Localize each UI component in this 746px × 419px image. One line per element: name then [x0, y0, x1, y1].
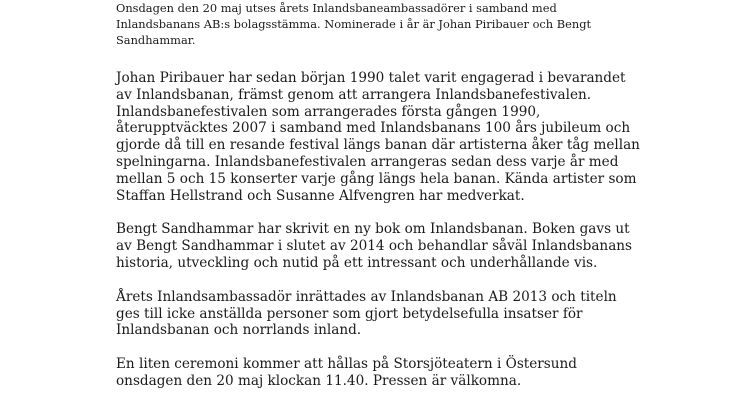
paragraph-ceremony: En liten ceremoni kommer att hållas på Storsjöteatern i Östersund onsdagen den 20 maj klockan 11.40. Pressen är välkomna. — [116, 356, 577, 389]
paragraph-piribauer: Johan Piribauer har sedan början 1990 talet varit engagerad i bevarandet av Inlandsbanan, främst genom att arrangera Inlandsbanefestivalen. Inlandsbanefestivalen som arrangerades första gången 1990, återupptväcktes 2007 i samband med Inlandsbanans 100 års jubileum och gjorde då till en resande festival längs banan där artisterna åker tåg mellan spelningarna. Inlandsbanefestivalen arrangeras sedan dess varje år med mellan 5 och 15 konserter varje gång längs hela banan. Kända artister som Staffan Hellstrand och Susanne Alfvengren har medverkat. — [116, 70, 640, 204]
paragraph-sandhammar: Bengt Sandhammar har skrivit en ny bok om Inlandsbanan. Boken gavs ut av Bengt Sandhammar i slutet av 2014 och behandlar såväl Inlandsbanans historia, utveckling och nutid på ett intressant och underhållande vis. — [116, 221, 633, 271]
document-body — [116, 0, 644, 407]
paragraph-ambassador-title: Årets Inlandsambassadör inrättades av Inlandsbanan AB 2013 och titeln ges till icke anställda personer som gjort betydelsefulla insatser för Inlandsbanan och norrlands inland. — [116, 288, 617, 339]
intro-paragraph: Onsdagen den 20 maj utses årets Inlandsbaneambassadörer i samband med Inlandsbanans AB:s bolagsstämma. Nominerade i år är Johan Piribauer och Bengt Sandhammar. — [116, 1, 592, 47]
